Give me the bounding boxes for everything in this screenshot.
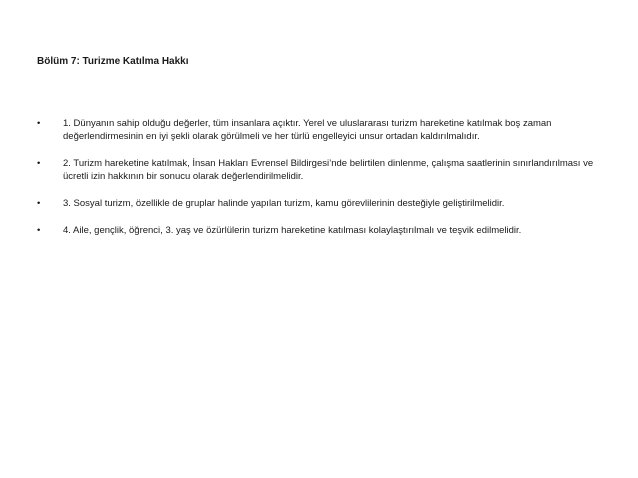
bullet-icon: • (37, 198, 41, 209)
bullet-icon: • (37, 158, 41, 169)
bullet-icon: • (37, 118, 41, 129)
bullet-list (37, 117, 597, 251)
bullet-text: 2. Turizm hareketine katılmak, İnsan Hakları Evrensel Bildirgesi’nde belirtilen dinlenme, çalışma saatlerinin sınırlandırılması ve ücretli izin hakkının bir sonucu olarak değerlendirilmelidir. (63, 158, 594, 182)
bullet-icon: • (37, 225, 41, 236)
list-item (37, 197, 597, 210)
list-item (37, 157, 597, 183)
bullet-text: 4. Aile, gençlik, öğrenci, 3. yaş ve özürlülerin turizm hareketine katılması kolaylaştırılmalı ve teşvik edilmelidir. (63, 225, 522, 236)
list-item (37, 224, 597, 237)
slide-title: Bölüm 7: Turizme Katılma Hakkı (37, 56, 189, 67)
bullet-text: 3. Sosyal turizm, özellikle de gruplar halinde yapılan turizm, kamu görevlilerinin desteğiyle geliştirilmelidir. (63, 198, 505, 209)
list-item (37, 117, 597, 143)
bullet-text: 1. Dünyanın sahip olduğu değerler, tüm insanlara açıktır. Yerel ve uluslararası turizm hareketine katılmak boş zaman değerlendirmesinin en iyi şekli olarak görülmeli ve her türlü engelleyici unsur ortadan kaldırılmalıdır. (63, 118, 552, 142)
